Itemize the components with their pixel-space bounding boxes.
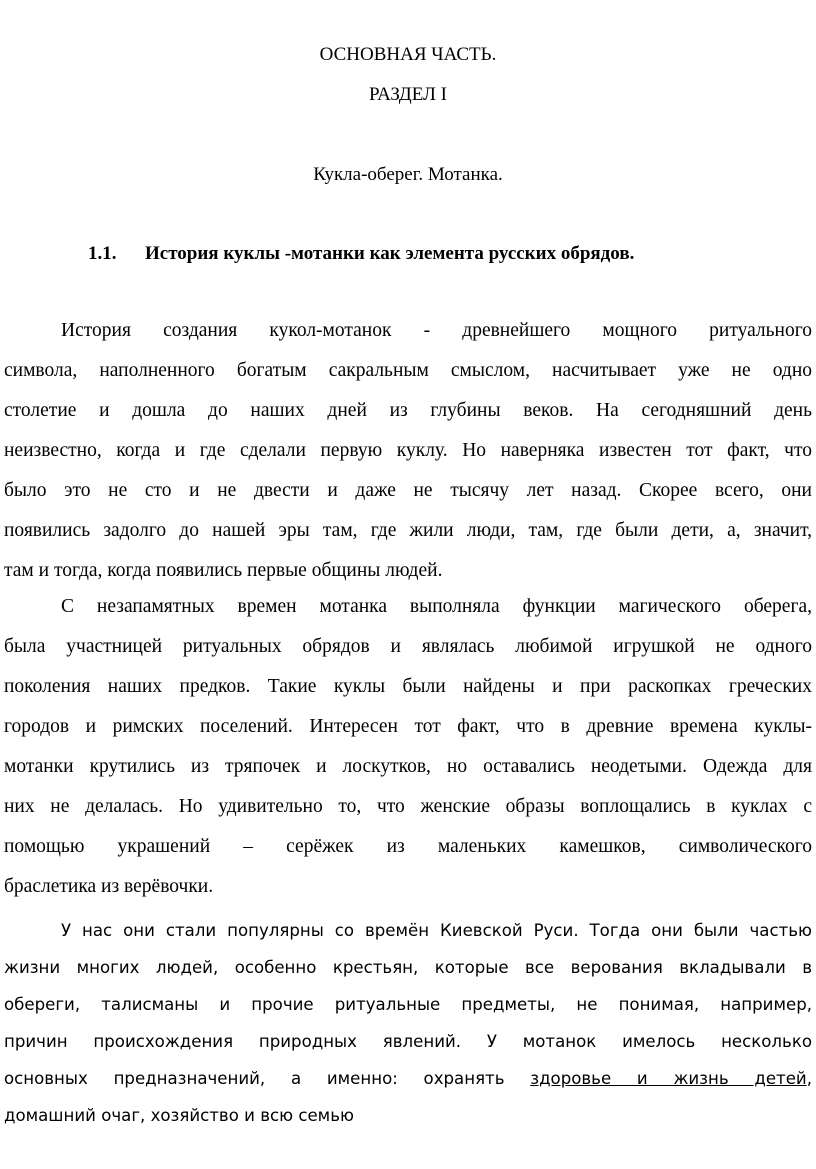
paragraph-line: неизвестно, когда и где сделали первую куклу. Но наверняка известен тот факт, что: [4, 440, 812, 461]
paragraph-line: обереги, талисманы и прочие ритуальные предметы, не понимая, например,: [4, 995, 812, 1014]
paragraph-line: С незапамятных времен мотанка выполняла функции магического оберега,: [61, 596, 812, 617]
paragraph-line: символа, наполненного богатым сакральным смыслом, насчитывает уже не одно: [4, 360, 812, 381]
paragraph-line: там и тогда, когда появились первые общины людей.: [4, 560, 443, 581]
underlined-phrase: здоровье и жизнь детей: [530, 1069, 807, 1088]
paragraph-line: было это не сто и не двести и даже не тысячу лет назад. Скорее всего, они: [4, 480, 812, 501]
subtitle: Кукла-оберег. Мотанка.: [313, 164, 503, 185]
paragraph-line: появились задолго до нашей эры там, где жили люди, там, где были дети, а, значит,: [4, 520, 812, 541]
section-heading-text: История куклы -мотанки как элемента русских обрядов.: [145, 243, 635, 264]
section-number: 1.1.: [88, 243, 117, 264]
paragraph-1: [0, 311, 816, 591]
paragraph-line: История создания кукол-мотанок - древнейшего мощного ритуального: [61, 320, 812, 341]
main-title: ОСНОВНАЯ ЧАСТЬ.: [319, 44, 497, 65]
paragraph-line: домашний очаг, хозяйство и всю семью: [4, 1106, 354, 1125]
paragraph-line: мотанки крутились из тряпочек и лоскутков, но оставались неодетыми. Одежда для: [4, 756, 812, 777]
line-start-text: основных предназначений, а именно: охранять: [4, 1069, 505, 1088]
paragraph-2: [0, 587, 816, 907]
paragraph-line: столетие и дошла до наших дней из глубины веков. На сегодняшний день: [4, 400, 812, 421]
paragraph-line: помощью украшений – серёжек из маленьких камешков, символического: [4, 836, 812, 857]
paragraph-line: браслетика из верёвочки.: [4, 876, 214, 897]
paragraph-line: поколения наших предков. Такие куклы были найдены и при раскопках греческих: [4, 676, 812, 697]
paragraph-line: была участницей ритуальных обрядов и являлась любимой игрушкой не одного: [4, 636, 812, 657]
line-end-punct: ,: [806, 1069, 812, 1088]
section-title: РАЗДЕЛ I: [368, 84, 448, 105]
paragraph-line: них не делалась. Но удивительно то, что женские образы воплощались в куклах с: [4, 796, 812, 817]
paragraph-line: городов и римских поселений. Интересен тот факт, что в древние времена куклы-: [4, 716, 812, 737]
paragraph-line: причин происхождения природных явлений. У мотанок имелось несколько: [4, 1032, 812, 1051]
paragraph-line: жизни многих людей, особенно крестьян, которые все верования вкладывали в: [4, 958, 812, 977]
paragraph-3: [0, 912, 816, 1134]
section-heading: [88, 240, 788, 268]
paragraph-line: У нас они стали популярны со времён Киевской Руси. Тогда они были частью: [61, 921, 812, 940]
paragraph-line: [0, 1060, 816, 1097]
